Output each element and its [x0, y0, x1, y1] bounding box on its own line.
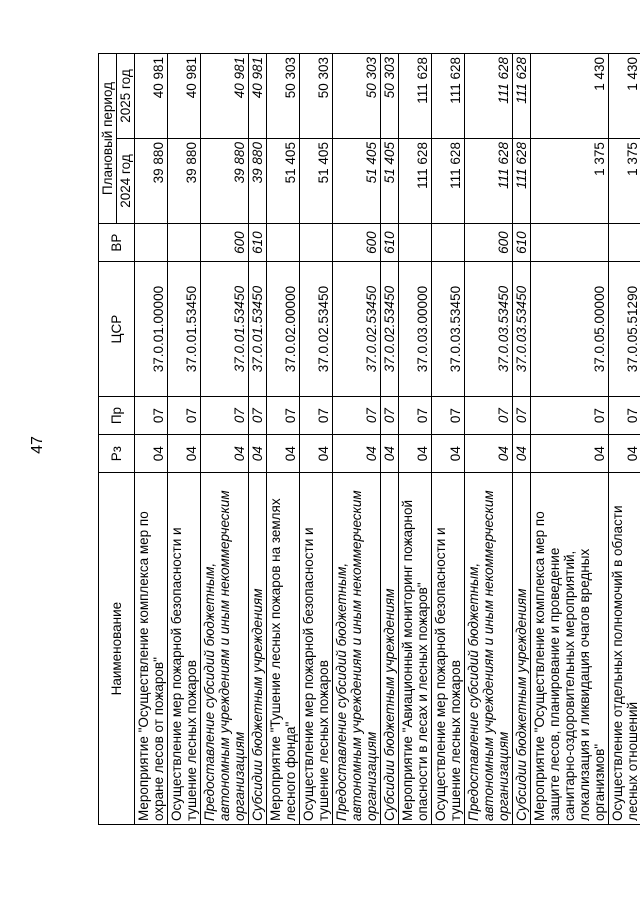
table-row	[432, 54, 465, 825]
row-value-2025: 40 981	[168, 54, 201, 139]
row-rz: 04	[300, 435, 333, 473]
row-value-2025: 50 303	[300, 54, 333, 139]
row-pr: 07	[135, 397, 168, 435]
row-vr	[267, 224, 300, 262]
row-name: Осуществление мер пожарной безопасности и тушение лесных пожаров	[432, 473, 465, 825]
row-csr: 37.0.02.00000	[267, 262, 300, 397]
row-vr: 600	[201, 224, 249, 262]
row-value-2024: 51 405	[333, 139, 381, 224]
budget-table	[98, 53, 640, 825]
row-csr: 37.0.03.53450	[513, 262, 531, 397]
row-pr: 07	[399, 397, 432, 435]
row-vr	[399, 224, 432, 262]
row-vr: 610	[513, 224, 531, 262]
page-number: 47	[29, 436, 46, 454]
table-row	[531, 54, 609, 825]
row-value-2024: 111 628	[399, 139, 432, 224]
row-rz: 04	[465, 435, 513, 473]
table-row	[381, 54, 399, 825]
row-csr: 37.0.02.53450	[381, 262, 399, 397]
header-year-2024: 2024 год	[117, 139, 135, 224]
row-pr: 07	[300, 397, 333, 435]
row-vr	[135, 224, 168, 262]
row-csr: 37.0.05.00000	[531, 262, 609, 397]
row-vr: 610	[381, 224, 399, 262]
row-pr: 07	[168, 397, 201, 435]
row-value-2025: 40 981	[135, 54, 168, 139]
row-name: Осуществление мер пожарной безопасности и тушение лесных пожаров	[300, 473, 333, 825]
row-pr: 07	[465, 397, 513, 435]
row-value-2025: 50 303	[267, 54, 300, 139]
row-vr: 610	[249, 224, 267, 262]
row-csr: 37.0.03.00000	[399, 262, 432, 397]
row-name: Мероприятие "Тушение лесных пожаров на землях лесного фонда"	[267, 473, 300, 825]
row-vr	[168, 224, 201, 262]
row-vr: 600	[465, 224, 513, 262]
header-vr: ВР	[99, 224, 135, 262]
row-value-2024: 111 628	[465, 139, 513, 224]
table-row	[249, 54, 267, 825]
row-rz: 04	[249, 435, 267, 473]
row-rz: 04	[168, 435, 201, 473]
header-planned-period: Плановый период	[99, 54, 117, 224]
row-csr: 37.0.05.51290	[609, 262, 640, 397]
row-rz: 04	[513, 435, 531, 473]
row-vr	[432, 224, 465, 262]
row-pr: 07	[513, 397, 531, 435]
row-csr: 37.0.01.53450	[249, 262, 267, 397]
header-csr: ЦСР	[99, 262, 135, 397]
header-year-2025: 2025 год	[117, 54, 135, 139]
header-rz: Рз	[99, 435, 135, 473]
row-rz: 04	[333, 435, 381, 473]
table-row	[267, 54, 300, 825]
row-value-2024: 111 628	[513, 139, 531, 224]
row-value-2024: 39 880	[201, 139, 249, 224]
row-pr: 07	[333, 397, 381, 435]
row-vr: 600	[333, 224, 381, 262]
row-name: Предоставление субсидий бюджетным, автономным учреждениям и иным некоммерческим организациям	[465, 473, 513, 825]
row-name: Мероприятие "Осуществление комплекса мер по охране лесов от пожаров"	[135, 473, 168, 825]
table-row	[135, 54, 168, 825]
row-rz: 04	[381, 435, 399, 473]
row-name: Мероприятие "Авиационный мониторинг пожарной опасности в лесах и лесных пожаров"	[399, 473, 432, 825]
row-value-2025: 1 430	[531, 54, 609, 139]
row-csr: 37.0.02.53450	[333, 262, 381, 397]
row-name: Предоставление субсидий бюджетным, автономным учреждениям и иным некоммерческим организациям	[201, 473, 249, 825]
row-name: Осуществление мер пожарной безопасности и тушение лесных пожаров	[168, 473, 201, 825]
table-row	[300, 54, 333, 825]
row-value-2025: 40 981	[249, 54, 267, 139]
row-value-2024: 1 375	[531, 139, 609, 224]
row-value-2025: 40 981	[201, 54, 249, 139]
row-value-2025: 50 303	[381, 54, 399, 139]
row-rz: 04	[135, 435, 168, 473]
row-value-2024: 39 880	[168, 139, 201, 224]
row-value-2025: 111 628	[399, 54, 432, 139]
row-value-2024: 39 880	[135, 139, 168, 224]
table-row	[333, 54, 381, 825]
row-value-2024: 51 405	[300, 139, 333, 224]
row-value-2025: 111 628	[432, 54, 465, 139]
row-rz: 04	[609, 435, 640, 473]
row-pr: 07	[432, 397, 465, 435]
row-csr: 37.0.03.53450	[432, 262, 465, 397]
row-value-2025: 50 303	[333, 54, 381, 139]
row-name: Субсидии бюджетным учреждениям	[513, 473, 531, 825]
table-row	[201, 54, 249, 825]
row-rz: 04	[201, 435, 249, 473]
row-pr: 07	[267, 397, 300, 435]
row-rz: 04	[531, 435, 609, 473]
row-csr: 37.0.01.00000	[135, 262, 168, 397]
budget-table-container	[98, 53, 640, 825]
row-rz: 04	[432, 435, 465, 473]
row-vr	[300, 224, 333, 262]
row-value-2024: 1 375	[609, 139, 640, 224]
row-value-2025: 1 430	[609, 54, 640, 139]
row-value-2024: 39 880	[249, 139, 267, 224]
row-pr: 07	[249, 397, 267, 435]
row-rz: 04	[267, 435, 300, 473]
row-csr: 37.0.03.53450	[465, 262, 513, 397]
row-value-2025: 111 628	[465, 54, 513, 139]
row-value-2024: 51 405	[267, 139, 300, 224]
table-row	[465, 54, 513, 825]
table-row	[168, 54, 201, 825]
row-name: Мероприятие "Осуществление комплекса мер по защите лесов, планирование и проведение санитарно-оздоровительных мероприятий, локализация и ликвидация очагов вредных организмов"	[531, 473, 609, 825]
row-name: Осуществление отдельных полномочий в области лесных отношений	[609, 473, 640, 825]
row-pr: 07	[381, 397, 399, 435]
header-pr: Пр	[99, 397, 135, 435]
table-row	[609, 54, 640, 825]
row-vr	[531, 224, 609, 262]
row-csr: 37.0.01.53450	[168, 262, 201, 397]
row-value-2025: 111 628	[513, 54, 531, 139]
row-value-2024: 51 405	[381, 139, 399, 224]
table-row	[399, 54, 432, 825]
row-value-2024: 111 628	[432, 139, 465, 224]
row-rz: 04	[399, 435, 432, 473]
row-csr: 37.0.01.53450	[201, 262, 249, 397]
row-pr: 07	[531, 397, 609, 435]
row-vr	[609, 224, 640, 262]
row-name: Субсидии бюджетным учреждениям	[249, 473, 267, 825]
row-name: Субсидии бюджетным учреждениям	[381, 473, 399, 825]
table-row	[513, 54, 531, 825]
row-name: Предоставление субсидий бюджетным, автономным учреждениям и иным некоммерческим организациям	[333, 473, 381, 825]
row-pr: 07	[201, 397, 249, 435]
header-name: Наименование	[99, 473, 135, 825]
row-pr: 07	[609, 397, 640, 435]
row-csr: 37.0.02.53450	[300, 262, 333, 397]
